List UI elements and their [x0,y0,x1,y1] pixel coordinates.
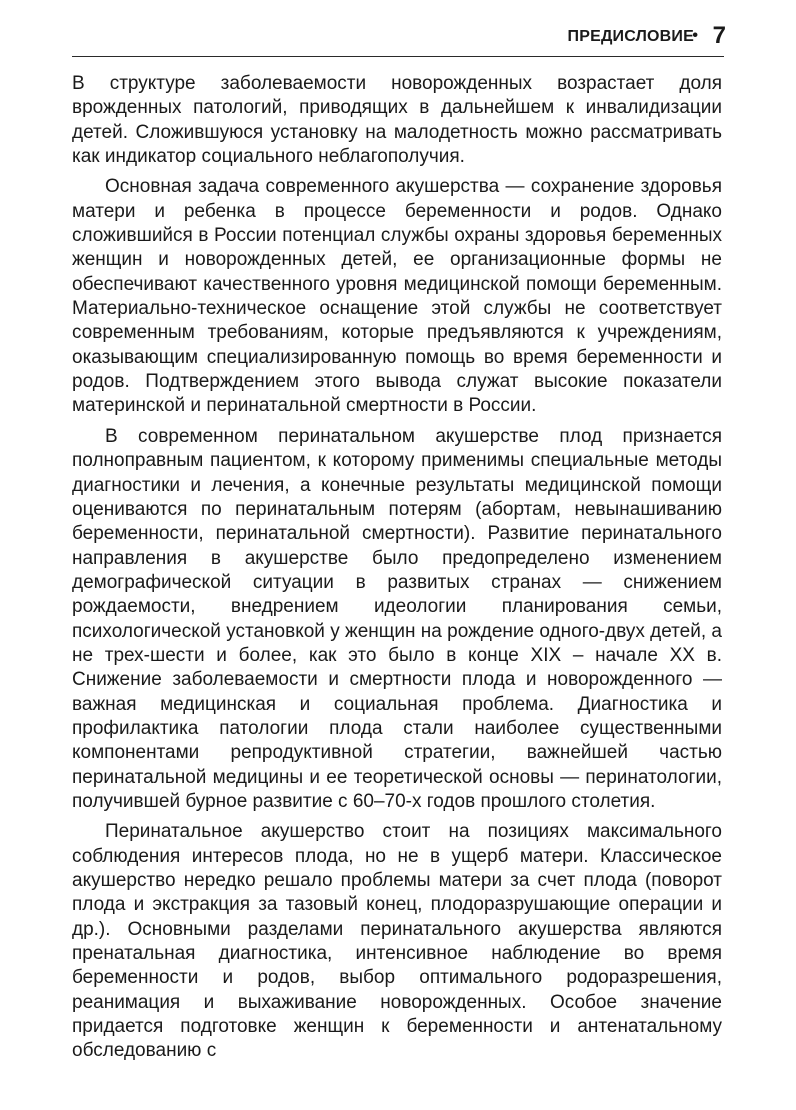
bullet-separator: • [692,27,698,44]
paragraph: Перинатальное акушерство стоит на позициях максимального соблюдения интересов плода, но не в ущерб матери. Классическое акушерство нередко решало проблемы матери за счет плода (поворот плода и экстракция за тазовый конец, плодоразрушающие операции и др.). Основными разделами перинатального акушерства являются пренатальная диагностика, интенсивное наблюдение во время беременности и родов, выбор оптимального родоразрешения, реанимация и выхаживание новорожденных. Особое значение придается подготовке женщин к беременности и антенатальному обследованию с [72,821,722,1062]
section-title: ПРЕДИСЛОВИЕ [567,28,694,45]
paragraph: В структуре заболеваемости новорожденных возрастает доля врожденных патологий, приводящих в дальнейшем к инвалидизации детей. Сложившуюся установку на малодетность можно рассматривать как индикатор социального неблагополучия. [72,73,722,168]
page-number: 7 [712,22,726,49]
paragraph: В современном перинатальном акушерстве плод признается полноправным пациентом, к которому применимы специальные методы диагностики и лечения, а конечные результаты медицинской помощи оцениваются по перинатальным потерям (абортам, невынашиванию беременности, перинатальной смертности). Развитие перинатального направления в акушерстве было предопределено изменением демографической ситуации в развитых странах — снижением рождаемости, внедрением идеологии планирования семьи, психологической установкой у женщин на рождение одного-двух детей, а не трех-шести и более, как это было в конце XIX – начале XX в. Снижение заболеваемости и смертности плода и новорожденного — важная медицинская и социальная проблема. Диагностика и профилактика патологии плода стали наиболее существенными компонентами репродуктивной стратегии, важнейшей частью перинатальной медицины и ее теоретической основы — перинатологии, получившей бурное развитие с 60–70-х годов прошлого столетия. [72,425,722,812]
page-body [72,72,722,1070]
paragraph: Основная задача современного акушерства — сохранение здоровья матери и ребенка в процессе беременности и родов. Однако сложившийся в России потенциал службы охраны здоровья беременных женщин и новорожденных детей, ее организационные формы не обеспечивают качественного уровня медицинской помощи беременным. Материально-техническое оснащение этой службы не соответствует современным требованиям, которые предъявляются к учреждениям, оказывающим специализированную помощь во время беременности и родов. Подтверждением этого вывода служат высокие показатели материнской и перинатальной смертности в России. [72,176,722,417]
running-header [72,22,724,57]
